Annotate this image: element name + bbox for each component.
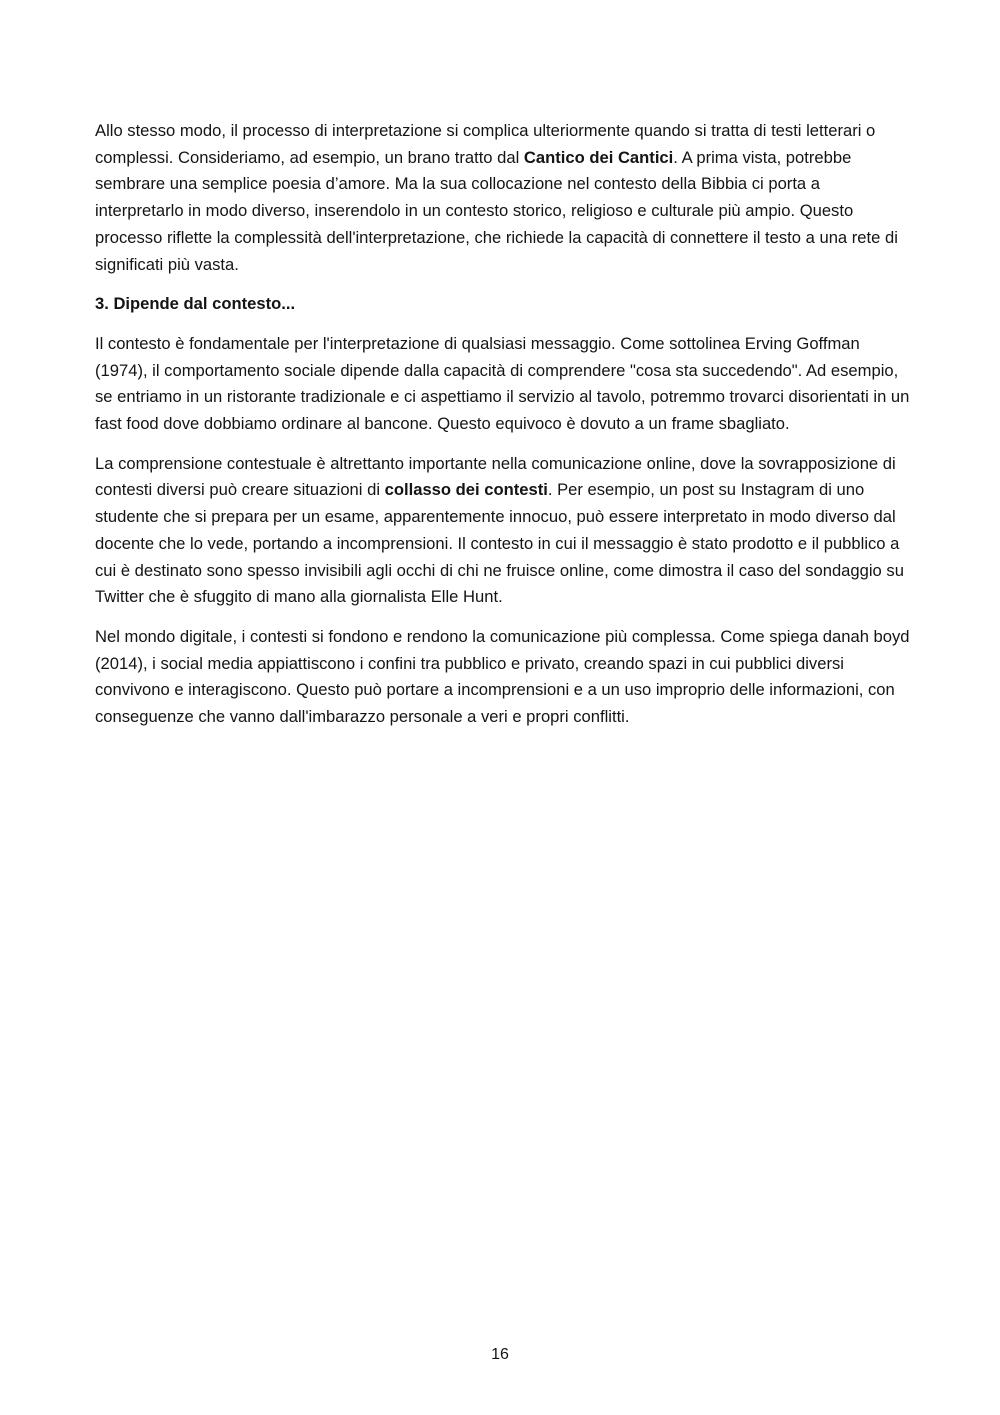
section-heading: 3. Dipende dal contesto... [95,294,296,314]
paragraph-goffman: Il contesto è fondamentale per l'interpretazione di qualsiasi messaggio. Come sottolinea Erving Goffman (1974), il comportamento sociale dipende dalla capacità di comprendere "cosa sta succedendo". Ad esempio, se entriamo in un ristorante tradizionale e ci aspettiamo il servizio al tavolo, potremmo trovarci disorientati in un fast food dove dobbiamo ordinare al bancone. Questo equivoco è dovuto a un frame sbagliato. [95,333,910,434]
paragraph-text: Allo stesso modo, il processo di interpretazione si complica ulteriormente quando si tratta di testi letterari o complessi. Consideriamo, ad esempio, un brano tratto dal [95,121,876,167]
page-number: 16 [491,1346,509,1363]
page-body [95,118,910,744]
paragraph-text: La comprensione contestuale è altrettanto importante nella comunicazione online, dove la sovrapposizione di contesti diversi può creare situazioni di [95,453,896,500]
paragraph-collasso [95,451,910,611]
paragraph-text: . Per esempio, un post su Instagram di uno studente che si prepara per un esame, apparentemente innocuo, può essere interpretato in modo diverso dal docente che lo vede, portando a incomprensioni. Il contesto in cui il messaggio è stato prodotto e il pubblico a cui è destinato sono spesso invisibili agli occhi di chi ne fruisce online, come dimostra il caso del sondaggio su Twitter che è sfuggito di mano alla giornalista Elle Hunt. [95,480,904,607]
paragraph-cantico [95,118,910,278]
paragraph-text: . A prima vista, potrebbe sembrare una semplice poesia d’amore. Ma la sua collocazione nel contesto della Bibbia ci porta a interpretarlo in modo diverso, inserendolo in un contesto storico, religioso e culturale più ampio. Questo processo riflette la complessità dell'interpretazione, che richiede la capacità di connettere il testo a una rete di significati più vasta. [95,147,898,274]
bold-term-cantico: Cantico dei Cantici [523,147,674,167]
bold-term-collasso: collasso dei contesti [384,480,548,500]
paragraph-boyd: Nel mondo digitale, i contesti si fondono e rendono la comunicazione più complessa. Come spiega danah boyd (2014), i social media appiattiscono i confini tra pubblico e privato, creando spazi in cui pubblici diversi convivono e interagiscono. Questo può portare a incomprensioni e a un uso improprio delle informazioni, con conseguenze che vanno dall'imbarazzo personale a veri e propri conflitti. [95,626,910,727]
